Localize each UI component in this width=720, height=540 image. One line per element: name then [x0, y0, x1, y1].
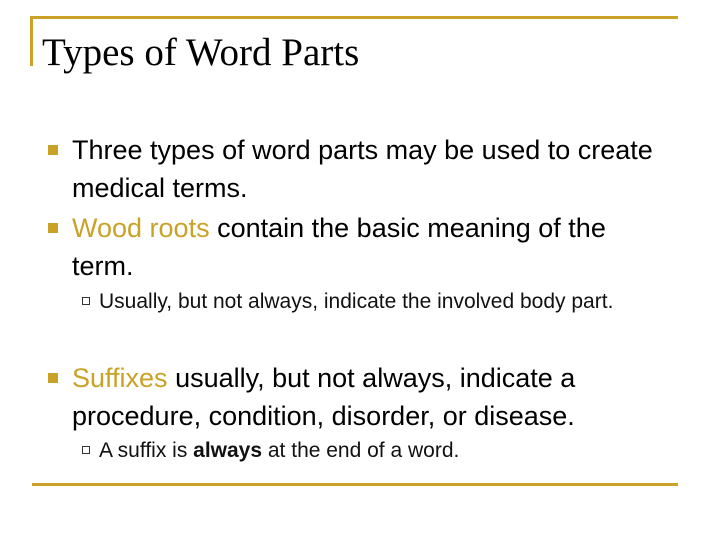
title-rule-vertical [30, 16, 33, 66]
sub-bullet-text-after: at the end of a word. [262, 439, 460, 462]
bullet-text [72, 359, 660, 435]
sub-bullet-text: Usually, but not always, indicate the involved body part. [99, 290, 614, 313]
hollow-square-bullet-icon [82, 297, 90, 305]
bullet-text [72, 209, 660, 285]
bullet-item-word-roots [48, 209, 660, 285]
slide-title: Types of Word Parts [42, 31, 360, 74]
bullet-text-rest: contain the basic meaning of the term. [72, 213, 606, 281]
square-bullet-icon [48, 373, 58, 383]
highlighted-term: Wood roots [72, 213, 210, 243]
bullet-item-word-parts [48, 131, 660, 207]
bullet-text-rest: usually, but not always, indicate a procedure, condition, disorder, or disease. [72, 363, 576, 431]
emphasized-word: always [193, 439, 263, 462]
square-bullet-icon [48, 145, 58, 155]
hollow-square-bullet-icon [82, 446, 90, 454]
footer-rule [32, 483, 678, 486]
bullet-item-suffixes [48, 359, 660, 435]
sub-bullet-item-suffix-position [82, 436, 682, 466]
title-rule-horizontal [30, 16, 678, 19]
sub-bullet-text-before: A suffix is [99, 439, 194, 462]
sub-bullet-text [99, 436, 682, 466]
sub-bullet-item-body-part [82, 287, 682, 317]
highlighted-term: Suffixes [72, 363, 168, 393]
square-bullet-icon [48, 223, 58, 233]
bullet-text: Three types of word parts may be used to create medical terms. [72, 135, 653, 203]
